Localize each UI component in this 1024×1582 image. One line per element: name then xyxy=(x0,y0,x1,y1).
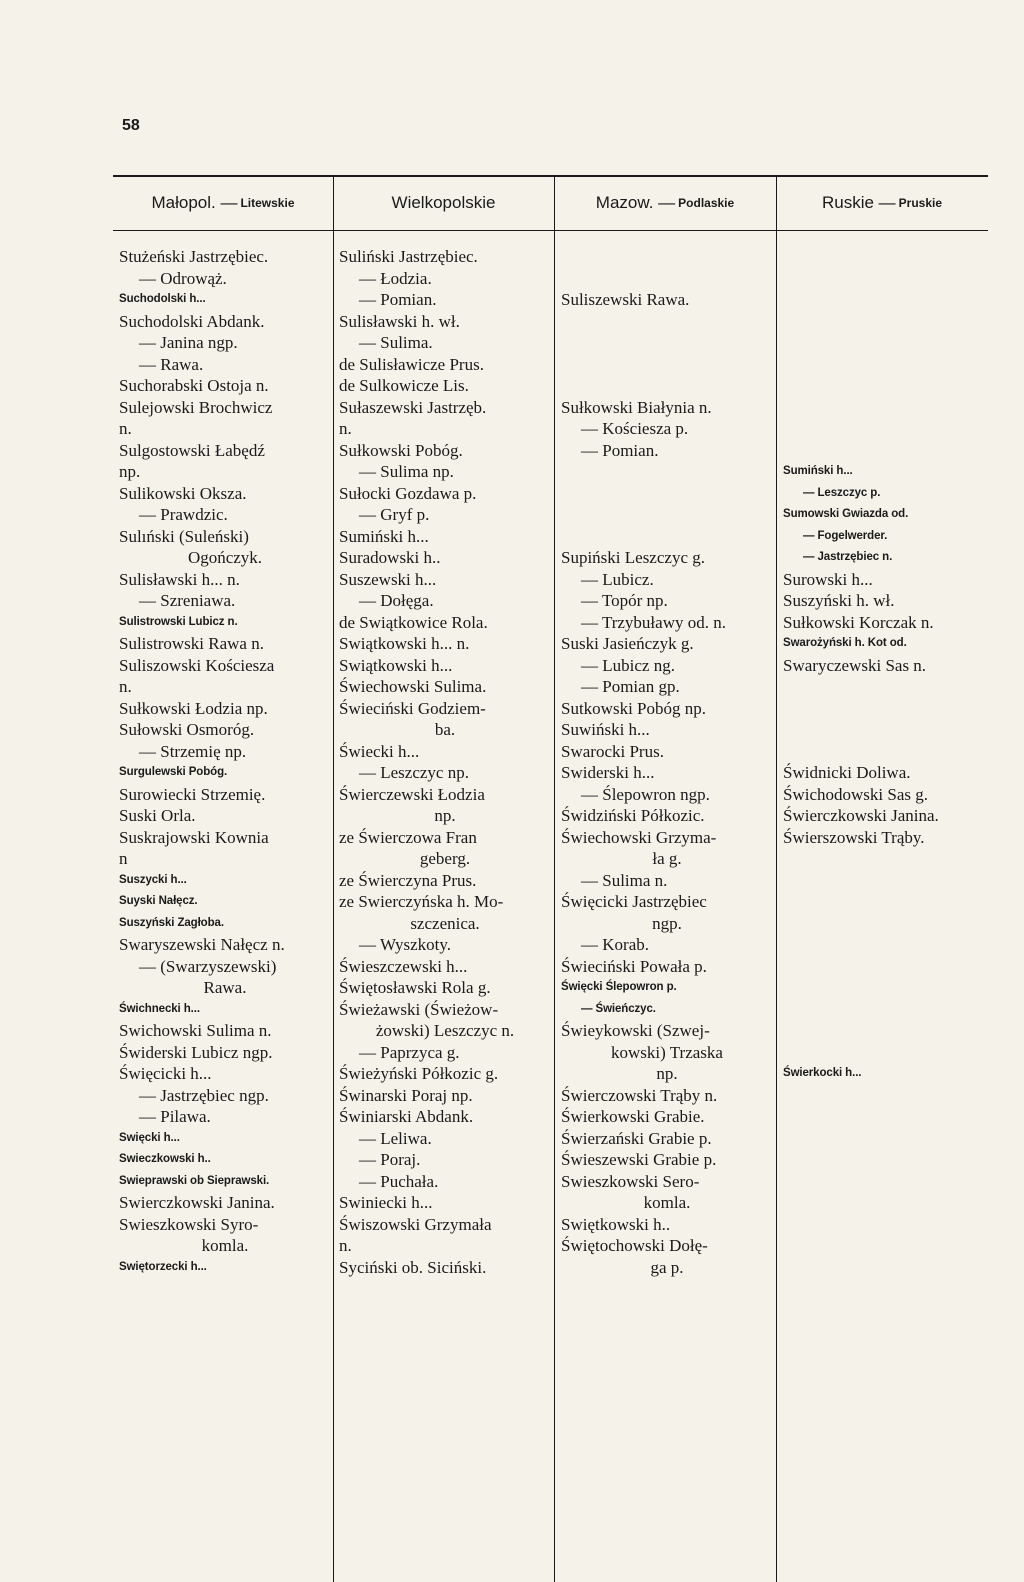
list-item: — Korab. xyxy=(581,935,649,954)
list-item: Świnarski Poraj np. xyxy=(339,1085,473,1105)
blank-line xyxy=(783,741,991,763)
list-item: Swierczkowski Janina. xyxy=(119,1193,275,1212)
list-item: Swięcki h... xyxy=(119,1131,180,1144)
blank-line xyxy=(783,956,991,978)
list-item: Swieszkowski Sero- xyxy=(561,1171,700,1191)
list-item: Święcicki Jastrzębiec xyxy=(561,892,707,911)
list-item: Świerzański Grabie p. xyxy=(561,1128,712,1148)
list-item: Supiński Leszczyc g. xyxy=(561,548,705,567)
list-item: ba. xyxy=(434,720,456,739)
blank-line xyxy=(561,526,773,548)
list-item: — Fogelwerder. xyxy=(803,529,888,542)
blank-line xyxy=(783,870,991,892)
list-item: Sulgostowski Łabędź xyxy=(119,440,265,460)
list-item: — Jastrzębiec ngp. xyxy=(139,1085,269,1105)
header-sub: Litewskie xyxy=(240,196,295,210)
list-item: — Ślepowron ngp. xyxy=(581,784,710,804)
list-item: Sułkowski Pobóg. xyxy=(339,440,463,460)
blank-line xyxy=(783,289,991,311)
list-item: Suski Orla. xyxy=(119,806,196,825)
list-item: Swiderski h... xyxy=(561,763,655,782)
list-item: ze Świerczyna Prus. xyxy=(339,870,477,890)
blank-line xyxy=(561,268,773,290)
blank-line xyxy=(783,354,991,376)
blank-line xyxy=(783,246,991,268)
list-item: — Puchała. xyxy=(359,1171,439,1191)
list-item: Świeżawski (Świeżow- xyxy=(339,999,499,1019)
blank-line xyxy=(783,332,991,354)
list-item: n. xyxy=(339,1236,352,1255)
list-item: — Strzemię np. xyxy=(139,741,247,761)
list-item: Suyski Nałęcz. xyxy=(119,895,198,907)
list-item: Świdnicki Doliwa. xyxy=(783,763,911,782)
blank-line xyxy=(783,977,991,999)
list-item: Suradowski h.. xyxy=(339,548,441,567)
list-item: Swarożyński h. Kot od. xyxy=(783,637,907,649)
list-item: — Kościesza p. xyxy=(581,419,689,438)
list-item: de Swiątkowice Rola. xyxy=(339,612,488,632)
list-item: kowski) Trzaska xyxy=(611,1042,723,1062)
list-item: Surowiecki Strzemię. xyxy=(119,784,266,804)
header-sub: Pruskie xyxy=(898,196,943,210)
list-item: — Sulima. xyxy=(359,333,433,352)
header-wielkopolskie xyxy=(333,176,554,230)
list-item: Swieszkowski Syro- xyxy=(119,1214,259,1234)
list-item: — Leszczyc np. xyxy=(359,763,469,782)
list-item: ze Świerczowa Fran xyxy=(339,827,477,847)
list-item: — Paprzyca g. xyxy=(359,1042,460,1062)
list-item: Świchnecki h... xyxy=(119,1002,200,1015)
list-item: Suskrajowski Kownia xyxy=(119,827,269,847)
list-item: Świchodowski Sas g. xyxy=(783,784,928,804)
list-item: Sulisławski h. wł. xyxy=(339,311,460,331)
blank-line xyxy=(783,891,991,913)
list-item: Święcki Ślepowron p. xyxy=(561,981,677,993)
list-item: — Sulima n. xyxy=(581,870,668,890)
list-item: — Szreniawa. xyxy=(139,591,236,610)
blank-line xyxy=(561,332,773,354)
blank-line xyxy=(783,375,991,397)
list-item: Surowski h... xyxy=(783,569,873,589)
list-item: Suchodolski h... xyxy=(119,293,206,305)
list-item: Suszewski h... xyxy=(339,569,437,589)
blank-line xyxy=(561,461,773,483)
list-item: ła g. xyxy=(652,849,682,868)
list-item: n. xyxy=(339,419,352,438)
list-item: Suszyński Zagłoba. xyxy=(119,916,224,929)
list-item: — Łodzia. xyxy=(359,268,432,288)
list-item: Świętosławski Rola g. xyxy=(339,978,491,997)
list-item: Swieprawski ob Sieprawski. xyxy=(119,1174,270,1187)
list-item: — Lubicz ng. xyxy=(581,655,675,675)
list-item: Świerszowski Trąby. xyxy=(783,827,925,847)
column-mazow-podlaskie xyxy=(561,246,773,1278)
list-item: — Janina ngp. xyxy=(139,333,238,352)
list-item: Swiątkowski h... n. xyxy=(339,634,470,653)
list-item: Świszowski Grzymała xyxy=(339,1214,492,1234)
column-headers xyxy=(113,176,988,230)
list-item: de Sulisławicze Prus. xyxy=(339,354,484,374)
list-item: Ogończyk. xyxy=(187,548,263,567)
column-wielkopolskie xyxy=(339,246,551,1278)
blank-line xyxy=(783,676,991,698)
list-item: — Lubicz. xyxy=(581,569,654,589)
list-item: Świecki h... xyxy=(339,741,420,761)
header-bottom-rule xyxy=(113,230,988,231)
list-item: Święcicki h... xyxy=(119,1064,212,1083)
list-item: Suliszowski Kościesza xyxy=(119,655,275,675)
list-item: Świerczowski Trąby n. xyxy=(561,1085,718,1105)
list-item: Rawa. xyxy=(203,978,247,997)
blank-line xyxy=(783,698,991,720)
list-item: np. xyxy=(434,806,456,825)
list-item: żowski) Leszczyc n. xyxy=(375,1021,515,1040)
header-malopol-litewskie xyxy=(113,176,333,230)
blank-line xyxy=(783,913,991,935)
list-item: Swaryszewski Nałęcz n. xyxy=(119,935,285,954)
header-mazow-podlaskie xyxy=(554,176,776,230)
blank-line xyxy=(561,504,773,526)
list-item: Sutkowski Pobóg np. xyxy=(561,698,706,718)
list-item: — Świeńczyc. xyxy=(581,1002,656,1015)
list-item: Sułowski Osmoróg. xyxy=(119,720,255,739)
list-item: Świeykowski (Szwej- xyxy=(561,1021,710,1040)
list-item: Suchodolski Abdank. xyxy=(119,311,265,331)
list-item: Świerkowski Grabie. xyxy=(561,1107,705,1126)
list-item: np. xyxy=(656,1064,678,1083)
list-item: komla. xyxy=(201,1236,249,1255)
list-item: — Topór np. xyxy=(581,591,668,610)
list-item: Świdziński Półkozic. xyxy=(561,806,705,825)
blank-line xyxy=(783,397,991,419)
blank-line xyxy=(783,440,991,462)
list-item: Sulejowski Brochwicz xyxy=(119,397,273,417)
page-number: 58 xyxy=(122,117,140,134)
list-item: Sulistrowski Lubicz n. xyxy=(119,615,238,628)
list-item: komla. xyxy=(643,1193,691,1212)
list-item: ngp. xyxy=(652,913,682,933)
blank-line xyxy=(783,1042,991,1064)
list-item: Suwiński h... xyxy=(561,720,650,739)
blank-line xyxy=(561,311,773,333)
list-item: Sumowski Gwiazda od. xyxy=(783,508,909,520)
list-item: — Sulima np. xyxy=(359,462,454,481)
list-item: — Poraj. xyxy=(359,1150,421,1169)
list-item: Stużeński Jastrzębiec. xyxy=(119,247,269,266)
header-main: Małopol. — xyxy=(151,193,238,212)
list-item: Sułkowski Łodzia np. xyxy=(119,698,268,718)
list-item: Świerczkowski Janina. xyxy=(783,806,939,825)
list-item: Sulisławski h... n. xyxy=(119,569,240,589)
list-item: — Pomian gp. xyxy=(581,677,680,696)
list-item: Suliszewski Rawa. xyxy=(561,290,690,309)
list-item: Swiętorzecki h... xyxy=(119,1260,207,1273)
blank-line xyxy=(783,268,991,290)
blank-line xyxy=(783,1020,991,1042)
list-item: Świerkocki h... xyxy=(783,1067,862,1079)
column-divider-3 xyxy=(776,176,777,1582)
list-item: Świętochowski Dołę- xyxy=(561,1236,708,1255)
list-item: Swiętkowski h.. xyxy=(561,1214,671,1234)
list-item: Świeciński Powała p. xyxy=(561,956,707,976)
list-item: — Rawa. xyxy=(139,354,204,374)
blank-line xyxy=(783,848,991,870)
list-item: ze Swierczyńska h. Mo- xyxy=(339,892,504,911)
list-item: Suski Jasieńczyk g. xyxy=(561,634,694,653)
list-item: Swieczkowski h.. xyxy=(119,1153,211,1165)
list-item: — Pomian. xyxy=(359,290,437,309)
list-item: Świeszewski Grabie p. xyxy=(561,1150,717,1169)
list-item: — Gryf p. xyxy=(359,505,430,524)
list-item: szczenica. xyxy=(410,913,480,933)
list-item: n. xyxy=(119,419,132,438)
blank-line xyxy=(783,418,991,440)
list-item: Sulıński (Suleński) xyxy=(119,526,249,546)
header-main: Ruskie — xyxy=(821,193,896,212)
list-item: Świechowski Sulima. xyxy=(339,677,487,696)
list-item: Sułocki Gozdawa p. xyxy=(339,483,477,503)
list-item: — Leszczyc p. xyxy=(803,486,881,499)
list-item: Swiątkowski h... xyxy=(339,655,453,675)
list-item: — Wyszkoty. xyxy=(359,935,451,954)
list-item: n. xyxy=(119,677,132,696)
list-item: — Pomian. xyxy=(581,440,659,460)
column-ruskie-pruskie xyxy=(783,246,991,1085)
header-sub: Podlaskie xyxy=(678,196,735,210)
blank-line xyxy=(783,999,991,1021)
list-item: Swaryczewski Sas n. xyxy=(783,655,927,675)
list-item: Suliński Jastrzębiec. xyxy=(339,247,478,266)
list-item: Surgulewski Pobóg. xyxy=(119,766,228,778)
list-item: Swarocki Prus. xyxy=(561,741,664,761)
list-item: geberg. xyxy=(419,849,471,868)
list-item: — Odrowąż. xyxy=(139,268,227,288)
column-divider-1 xyxy=(333,176,334,1582)
blank-line xyxy=(561,354,773,376)
header-main: Wielkopolskie xyxy=(391,193,496,212)
list-item: — Pilawa. xyxy=(139,1107,211,1126)
list-item: Sumiński h... xyxy=(339,526,429,546)
list-item: — (Swarzyszewski) xyxy=(139,956,277,976)
list-item: Sułaszewski Jastrzęb. xyxy=(339,397,487,417)
list-item: de Sulkowicze Lis. xyxy=(339,376,469,395)
list-item: Świderski Lubicz ngp. xyxy=(119,1042,273,1062)
list-item: Świeżyński Półkozic g. xyxy=(339,1064,499,1083)
blank-line xyxy=(561,375,773,397)
blank-line xyxy=(783,719,991,741)
list-item: Świeciński Godziem- xyxy=(339,698,486,718)
list-item: Sulikowski Oksza. xyxy=(119,483,247,503)
column-divider-2 xyxy=(554,176,555,1582)
list-item: Świeszczewski h... xyxy=(339,956,468,976)
list-item: n xyxy=(119,849,128,868)
list-item: — Dołęga. xyxy=(359,591,434,610)
blank-line xyxy=(561,483,773,505)
list-item: — Prawdzic. xyxy=(139,505,228,524)
list-item: ga p. xyxy=(650,1257,684,1277)
column-malopol-litewskie xyxy=(119,246,331,1278)
blank-line xyxy=(783,311,991,333)
list-item: Swiniecki h... xyxy=(339,1193,433,1212)
list-item: Syciński ob. Siciński. xyxy=(339,1257,487,1277)
list-item: Suszycki h... xyxy=(119,873,187,886)
list-item: Swichowski Sulima n. xyxy=(119,1021,272,1040)
list-item: — Leliwa. xyxy=(359,1128,432,1148)
list-item: np. xyxy=(119,462,141,481)
blank-line xyxy=(561,246,773,268)
list-item: Suszyński h. wł. xyxy=(783,591,895,610)
header-ruskie-pruskie xyxy=(776,176,988,230)
list-item: Suchorabski Ostoja n. xyxy=(119,376,269,395)
list-item: Świniarski Abdank. xyxy=(339,1107,474,1126)
list-item: Sułkowski Korczak n. xyxy=(783,612,934,632)
list-item: Świerczewski Łodzia xyxy=(339,784,485,804)
list-item: Sulistrowski Rawa n. xyxy=(119,634,264,653)
header-main: Mazow. — xyxy=(595,193,676,212)
blank-line xyxy=(783,934,991,956)
list-item: — Trzybuławy od. n. xyxy=(581,612,726,632)
list-item: Sumiński h... xyxy=(783,465,853,477)
list-item: — Jastrzębiec n. xyxy=(803,551,893,563)
list-item: Sułkowski Białynia n. xyxy=(561,397,712,417)
list-item: Świechowski Grzyma- xyxy=(561,827,717,847)
